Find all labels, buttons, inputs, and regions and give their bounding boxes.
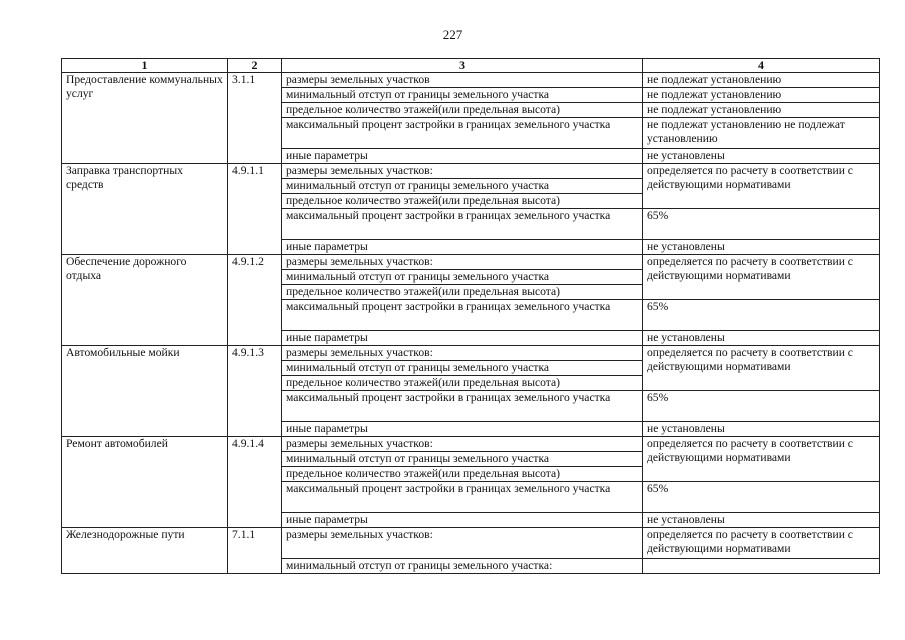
header-col-2: 2 <box>228 59 282 73</box>
value-cell: не установлены <box>643 513 880 528</box>
table-row <box>62 73 880 88</box>
param-cell: предельное количество этажей(или предельная высота) <box>282 103 643 118</box>
land-use-name: Обеспечение дорожного отдыха <box>62 255 228 346</box>
param-cell: иные параметры <box>282 149 643 164</box>
value-cell: не подлежат установлению <box>643 88 880 103</box>
param-cell: предельное количество этажей(или предельная высота) <box>282 285 643 300</box>
land-use-parameters-table <box>61 58 880 574</box>
page-number: 227 <box>442 27 463 42</box>
merged-value-cell: определяется по расчету в соответствии с действующими нормативами <box>643 437 880 482</box>
land-use-name: Предоставление коммунальных услуг <box>62 73 228 164</box>
value-cell: не подлежат установлению <box>643 73 880 88</box>
merged-value-cell: определяется по расчету в соответствии с действующими нормативами <box>643 346 880 391</box>
table-row <box>62 346 880 361</box>
table-row <box>62 437 880 452</box>
param-cell: минимальный отступ от границы земельного участка: <box>282 559 643 574</box>
param-cell: максимальный процент застройки в границах земельного участка <box>282 300 643 331</box>
param-cell: максимальный процент застройки в границах земельного участка <box>282 209 643 240</box>
land-use-code: 7.1.1 <box>228 528 282 574</box>
param-cell: максимальный процент застройки в границах земельного участка <box>282 482 643 513</box>
value-cell: 65% <box>643 300 880 331</box>
param-cell: размеры земельных участков: <box>282 255 643 270</box>
header-row <box>62 59 880 73</box>
param-cell: размеры земельных участков: <box>282 164 643 179</box>
land-use-code: 4.9.1.4 <box>228 437 282 528</box>
value-cell: не установлены <box>643 422 880 437</box>
param-cell: размеры земельных участков: <box>282 437 643 452</box>
value-cell: не подлежат установлению не подлежат установлению <box>643 118 880 149</box>
land-use-code: 4.9.1.1 <box>228 164 282 255</box>
land-use-code: 4.9.1.3 <box>228 346 282 437</box>
param-cell: предельное количество этажей(или предельная высота) <box>282 467 643 482</box>
header-col-4: 4 <box>643 59 880 73</box>
value-cell: 65% <box>643 209 880 240</box>
value-cell: определяется по расчету в соответствии с действующими нормативами <box>643 528 880 559</box>
value-cell <box>643 559 880 574</box>
param-cell: максимальный процент застройки в границах земельного участка <box>282 391 643 422</box>
value-cell: не установлены <box>643 149 880 164</box>
param-cell: размеры земельных участков: <box>282 528 643 559</box>
land-use-name: Заправка транспортных средств <box>62 164 228 255</box>
table-row <box>62 255 880 270</box>
land-use-name: Железнодорожные пути <box>62 528 228 574</box>
param-cell: размеры земельных участков: <box>282 346 643 361</box>
param-cell: иные параметры <box>282 422 643 437</box>
value-cell: не подлежат установлению <box>643 103 880 118</box>
param-cell: максимальный процент застройки в границах земельного участка <box>282 118 643 149</box>
land-use-name: Ремонт автомобилей <box>62 437 228 528</box>
param-cell: минимальный отступ от границы земельного участка <box>282 270 643 285</box>
param-cell: минимальный отступ от границы земельного участка <box>282 361 643 376</box>
land-use-name: Автомобильные мойки <box>62 346 228 437</box>
table-row <box>62 164 880 179</box>
header-col-1: 1 <box>62 59 228 73</box>
param-cell: иные параметры <box>282 331 643 346</box>
value-cell: не установлены <box>643 331 880 346</box>
value-cell: 65% <box>643 482 880 513</box>
land-use-code: 4.9.1.2 <box>228 255 282 346</box>
param-cell: иные параметры <box>282 513 643 528</box>
land-use-code: 3.1.1 <box>228 73 282 164</box>
param-cell: минимальный отступ от границы земельного участка <box>282 452 643 467</box>
param-cell: размеры земельных участков <box>282 73 643 88</box>
merged-value-cell: определяется по расчету в соответствии с действующими нормативами <box>643 255 880 300</box>
param-cell: предельное количество этажей(или предельная высота) <box>282 376 643 391</box>
param-cell: иные параметры <box>282 240 643 255</box>
param-cell: предельное количество этажей(или предельная высота) <box>282 194 643 209</box>
table-row <box>62 528 880 559</box>
header-col-3: 3 <box>282 59 643 73</box>
merged-value-cell: определяется по расчету в соответствии с действующими нормативами <box>643 164 880 209</box>
value-cell: не установлены <box>643 240 880 255</box>
value-cell: 65% <box>643 391 880 422</box>
param-cell: минимальный отступ от границы земельного участка <box>282 179 643 194</box>
param-cell: минимальный отступ от границы земельного участка <box>282 88 643 103</box>
